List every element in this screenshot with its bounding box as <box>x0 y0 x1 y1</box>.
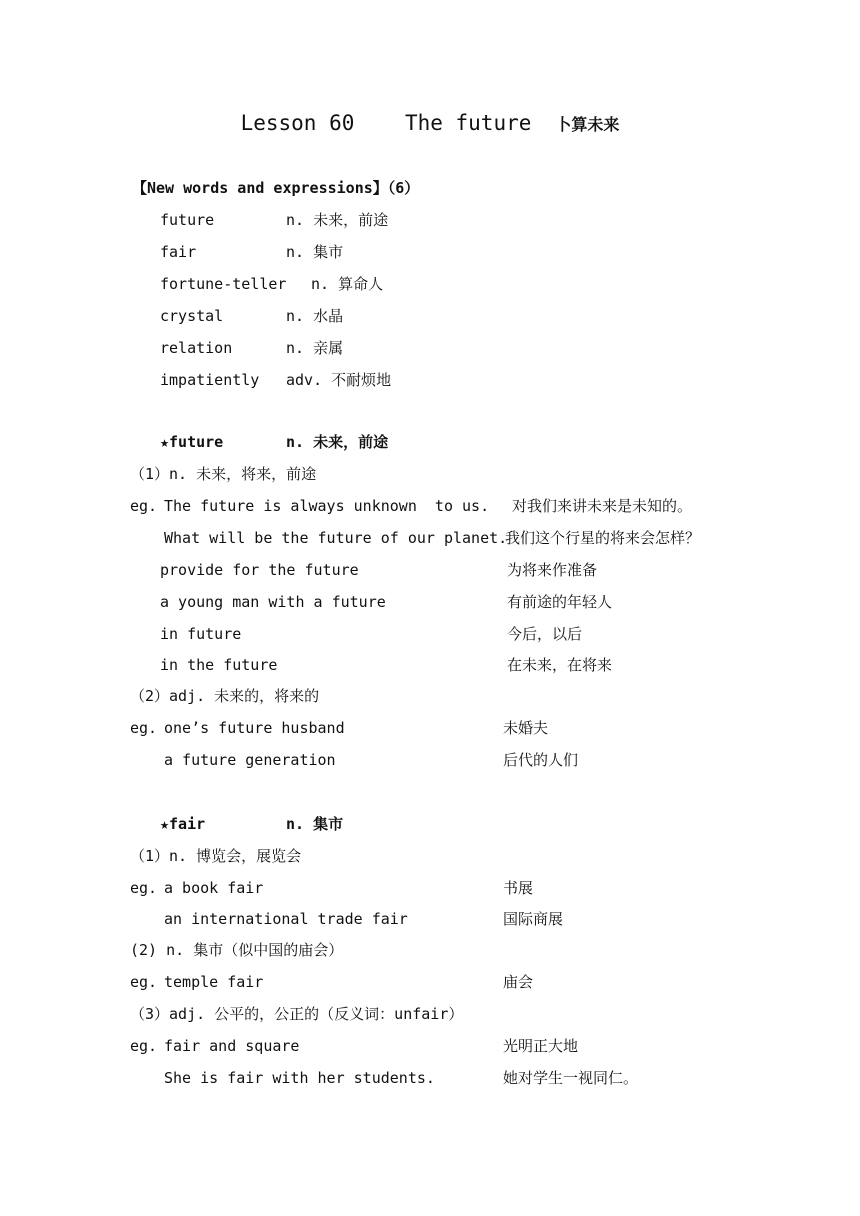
vocab-def: n. 水晶 <box>286 307 344 325</box>
entry-heading-def: n. 未来，前途 <box>286 433 389 451</box>
example-chinese: 未婚夫 <box>503 719 549 737</box>
example-english: fair and square <box>164 1037 300 1055</box>
lesson-topic: The future <box>404 111 532 135</box>
entry-heading-def: n. 集市 <box>286 815 344 833</box>
example-prefix: eg. <box>130 973 158 991</box>
vocab-word: fair <box>160 243 197 261</box>
sense-label: (2) n. 集市（似中国的庙会） <box>130 941 344 959</box>
example-english: in the future <box>160 656 278 674</box>
example-prefix: eg. <box>130 497 158 515</box>
example-chinese: 今后，以后 <box>507 625 583 643</box>
example-prefix: eg. <box>130 1037 158 1055</box>
vocab-word: impatiently <box>160 371 260 389</box>
example-chinese: 在未来，在将来 <box>507 656 613 674</box>
example-english: in future <box>160 625 242 643</box>
lesson-chinese-title: 卜算未来 <box>555 115 620 134</box>
vocab-header: 【New words and expressions】（6） <box>132 179 420 197</box>
lesson-title <box>0 110 860 138</box>
sense-label: （1）n. 未来，将来，前途 <box>130 465 317 483</box>
example-chinese: 为将来作准备 <box>507 561 598 579</box>
sense-label: （2）adj. 未来的，将来的 <box>130 687 320 705</box>
example-chinese: 书展 <box>503 879 534 897</box>
example-english: one’s future husband <box>164 719 345 737</box>
example-english: an international trade fair <box>164 910 408 928</box>
example-english: temple fair <box>164 973 264 991</box>
entry-heading-word: ★fair <box>160 815 206 833</box>
sense-label: （1）n. 博览会，展览会 <box>130 847 302 865</box>
example-english: The future is always unknown to us. <box>164 497 490 515</box>
example-english: What will be the future of our planet. <box>164 529 508 547</box>
example-chinese: 有前途的年轻人 <box>507 593 613 611</box>
vocab-def: n. 亲属 <box>286 339 344 357</box>
vocab-def: adv. 不耐烦地 <box>286 371 392 389</box>
vocab-def: n. 算命人 <box>311 275 384 293</box>
example-english: a young man with a future <box>160 593 386 611</box>
lesson-number: Lesson 60 <box>240 111 355 135</box>
example-prefix: eg. <box>130 719 158 737</box>
vocab-def: n. 未来，前途 <box>286 211 389 229</box>
vocab-word: crystal <box>160 307 224 325</box>
vocab-word: future <box>160 211 215 229</box>
example-chinese: 光明正大地 <box>503 1037 579 1055</box>
example-english: a future generation <box>164 751 336 769</box>
example-chinese: 庙会 <box>503 973 534 991</box>
vocab-word: fortune-teller <box>160 275 287 293</box>
entry-heading-word: ★future <box>160 433 224 451</box>
example-chinese: 国际商展 <box>503 910 564 928</box>
example-chinese: 我们这个行星的将来会怎样？ <box>505 529 701 547</box>
example-chinese: 她对学生一视同仁。 <box>503 1069 639 1087</box>
sense-label: （3）adj. 公平的，公正的（反义词：unfair） <box>130 1005 464 1023</box>
example-english: She is fair with her students. <box>164 1069 435 1087</box>
example-prefix: eg. <box>130 879 158 897</box>
vocab-word: relation <box>160 339 233 357</box>
example-english: a book fair <box>164 879 264 897</box>
example-chinese: 后代的人们 <box>503 751 579 769</box>
example-english: provide for the future <box>160 561 359 579</box>
example-chinese: 对我们来讲未来是未知的。 <box>512 497 693 515</box>
vocab-def: n. 集市 <box>286 243 344 261</box>
